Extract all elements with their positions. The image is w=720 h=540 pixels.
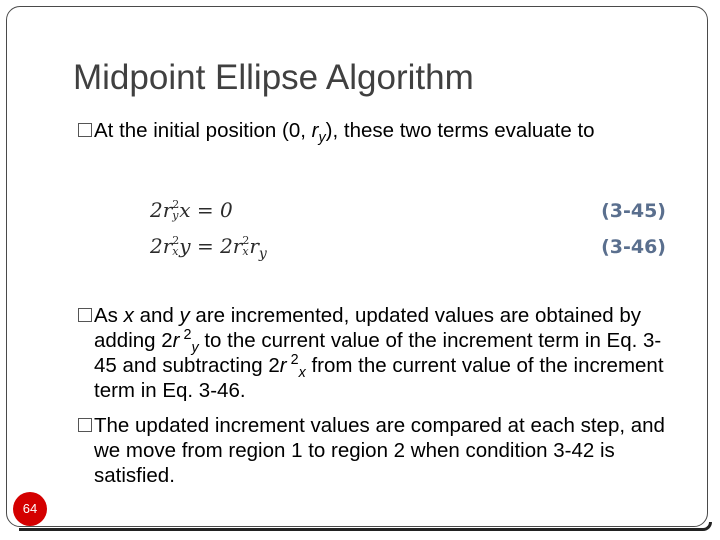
bullet-text: The updated increment values are compared at each step, and we move from region 1 to region 2 when condition 3-42 is satisfied. bbox=[94, 414, 665, 487]
bullet-square-icon bbox=[78, 308, 92, 322]
bullet-updated-values bbox=[78, 413, 678, 488]
page-number-badge: 64 bbox=[13, 492, 47, 526]
equation-block bbox=[150, 196, 670, 270]
bullet-square-icon bbox=[78, 123, 92, 137]
equation-3-46: 2r 2 x y = 2r 2 x $r_y$ bbox=[150, 234, 267, 262]
equation-number-3-46: (3-46) bbox=[601, 236, 666, 258]
bullet-text: At the initial position (0, $r_y$), these two terms evaluate to bbox=[94, 119, 595, 147]
bullet-text: As x and y are incremented, updated values are obtained by adding 2r $^2_y$ to the current value of the increment term in Eq. 3-45 and subtracting 2r $^2_x$ from the current value of the increment term in Eq. 3-46. bbox=[94, 304, 664, 402]
equation-3-45: 2r 2 y x = 0 bbox=[150, 198, 233, 222]
bullet-initial-position bbox=[78, 118, 678, 147]
equation-number-3-45: (3-45) bbox=[601, 200, 666, 222]
slide-title: Midpoint Ellipse Algorithm bbox=[73, 58, 474, 97]
bullet-square-icon bbox=[78, 418, 92, 432]
bullet-incremented bbox=[78, 303, 678, 403]
